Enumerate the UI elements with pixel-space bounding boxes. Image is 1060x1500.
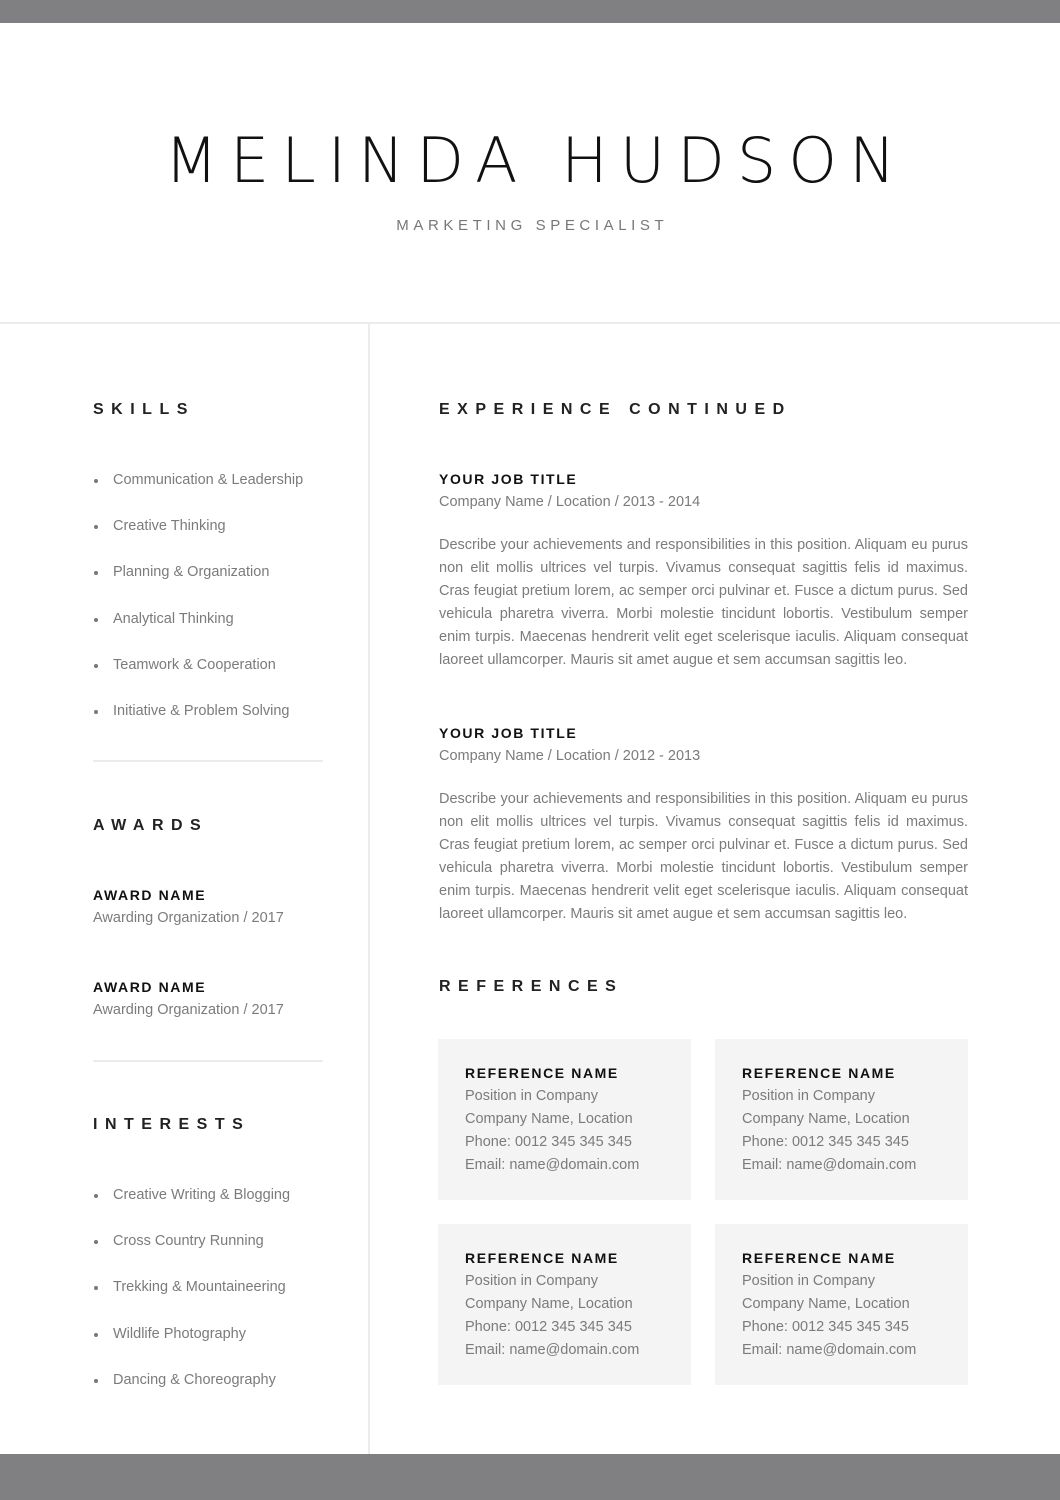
list-item: Dancing & Choreography bbox=[93, 1371, 290, 1417]
column-divider bbox=[368, 324, 370, 1454]
awards-heading: AWARDS bbox=[93, 817, 209, 834]
reference-name: REFERENCE NAME bbox=[742, 1250, 896, 1266]
reference-email: Email: name@domain.com bbox=[465, 1342, 640, 1358]
award-item bbox=[93, 978, 284, 1019]
reference-position: Position in Company bbox=[742, 1273, 875, 1289]
reference-phone: Phone: 0012 345 345 345 bbox=[465, 1319, 632, 1335]
list-item: Creative Thinking bbox=[93, 517, 303, 563]
reference-email: Email: name@domain.com bbox=[465, 1157, 640, 1173]
reference-company: Company Name, Location bbox=[742, 1296, 910, 1312]
list-item: Trekking & Mountaineering bbox=[93, 1278, 290, 1324]
list-item: Cross Country Running bbox=[93, 1232, 290, 1278]
reference-phone: Phone: 0012 345 345 345 bbox=[465, 1134, 632, 1150]
reference-card bbox=[438, 1039, 691, 1200]
reference-company: Company Name, Location bbox=[465, 1296, 633, 1312]
list-item: Planning & Organization bbox=[93, 563, 303, 609]
header-divider bbox=[0, 322, 1060, 324]
skills-heading: SKILLS bbox=[93, 401, 195, 418]
award-item bbox=[93, 886, 284, 927]
reference-position: Position in Company bbox=[742, 1088, 875, 1104]
sidebar-divider bbox=[93, 1060, 323, 1062]
list-item: Initiative & Problem Solving bbox=[93, 702, 303, 748]
reference-company: Company Name, Location bbox=[465, 1111, 633, 1127]
interests-list bbox=[93, 1186, 290, 1417]
list-item: Analytical Thinking bbox=[93, 610, 303, 656]
job-meta: Company Name / Location / 2013 - 2014 bbox=[439, 494, 701, 510]
award-organization: Awarding Organization / 2017 bbox=[93, 1002, 284, 1018]
top-bar bbox=[0, 0, 1060, 23]
interests-heading: INTERESTS bbox=[93, 1116, 251, 1133]
reference-card bbox=[715, 1039, 968, 1200]
job-entry bbox=[439, 724, 968, 926]
skills-list bbox=[93, 471, 303, 748]
award-name: AWARD NAME bbox=[93, 887, 207, 903]
job-description: Describe your achievements and responsibilities in this position. Aliquam eu purus non elit mollis ultrices vel turpis. Vivamus consequat sagittis felis id maximus. Cras feugiat pretium lorem, ac semper orci pulvinar et. Fusce a dictum purus. Sed vehicula pharetra viverra. Morbi molestie tincidunt lobortis. Vestibulum semper enim turpis. Maecenas hendrerit velit eget scelerisque iaculis. Aliquam consequat laoreet ullamcorper. Mauris sit amet augue et sem accumsan sagittis leo. bbox=[439, 537, 968, 668]
candidate-name: MELINDA HUDSON bbox=[164, 124, 908, 197]
job-meta: Company Name / Location / 2012 - 2013 bbox=[439, 748, 701, 764]
list-item: Teamwork & Cooperation bbox=[93, 656, 303, 702]
job-entry bbox=[439, 470, 968, 672]
list-item: Wildlife Photography bbox=[93, 1325, 290, 1371]
reference-email: Email: name@domain.com bbox=[742, 1157, 917, 1173]
candidate-role: MARKETING SPECIALIST bbox=[396, 217, 669, 234]
reference-position: Position in Company bbox=[465, 1273, 598, 1289]
reference-card bbox=[438, 1224, 691, 1385]
award-name: AWARD NAME bbox=[93, 979, 207, 995]
bottom-bar bbox=[0, 1454, 1060, 1500]
sidebar-divider bbox=[93, 760, 323, 762]
list-item: Creative Writing & Blogging bbox=[93, 1186, 290, 1232]
reference-email: Email: name@domain.com bbox=[742, 1342, 917, 1358]
job-title: YOUR JOB TITLE bbox=[439, 471, 578, 487]
reference-position: Position in Company bbox=[465, 1088, 598, 1104]
job-description: Describe your achievements and responsibilities in this position. Aliquam eu purus non elit mollis ultrices vel turpis. Vivamus consequat sagittis felis id maximus. Cras feugiat pretium lorem, ac semper orci pulvinar et. Fusce a dictum purus. Sed vehicula pharetra viverra. Morbi molestie tincidunt lobortis. Vestibulum semper enim turpis. Maecenas hendrerit velit eget scelerisque iaculis. Aliquam consequat laoreet ullamcorper. Mauris sit amet augue et sem accumsan sagittis leo. bbox=[439, 791, 968, 922]
list-item: Communication & Leadership bbox=[93, 471, 303, 517]
reference-name: REFERENCE NAME bbox=[465, 1250, 619, 1266]
reference-card bbox=[715, 1224, 968, 1385]
experience-heading: EXPERIENCE CONTINUED bbox=[439, 401, 792, 418]
reference-phone: Phone: 0012 345 345 345 bbox=[742, 1134, 909, 1150]
reference-phone: Phone: 0012 345 345 345 bbox=[742, 1319, 909, 1335]
references-heading: REFERENCES bbox=[439, 978, 624, 995]
job-title: YOUR JOB TITLE bbox=[439, 725, 578, 741]
resume-header bbox=[0, 23, 1060, 323]
reference-name: REFERENCE NAME bbox=[465, 1065, 619, 1081]
reference-name: REFERENCE NAME bbox=[742, 1065, 896, 1081]
reference-company: Company Name, Location bbox=[742, 1111, 910, 1127]
award-organization: Awarding Organization / 2017 bbox=[93, 910, 284, 926]
